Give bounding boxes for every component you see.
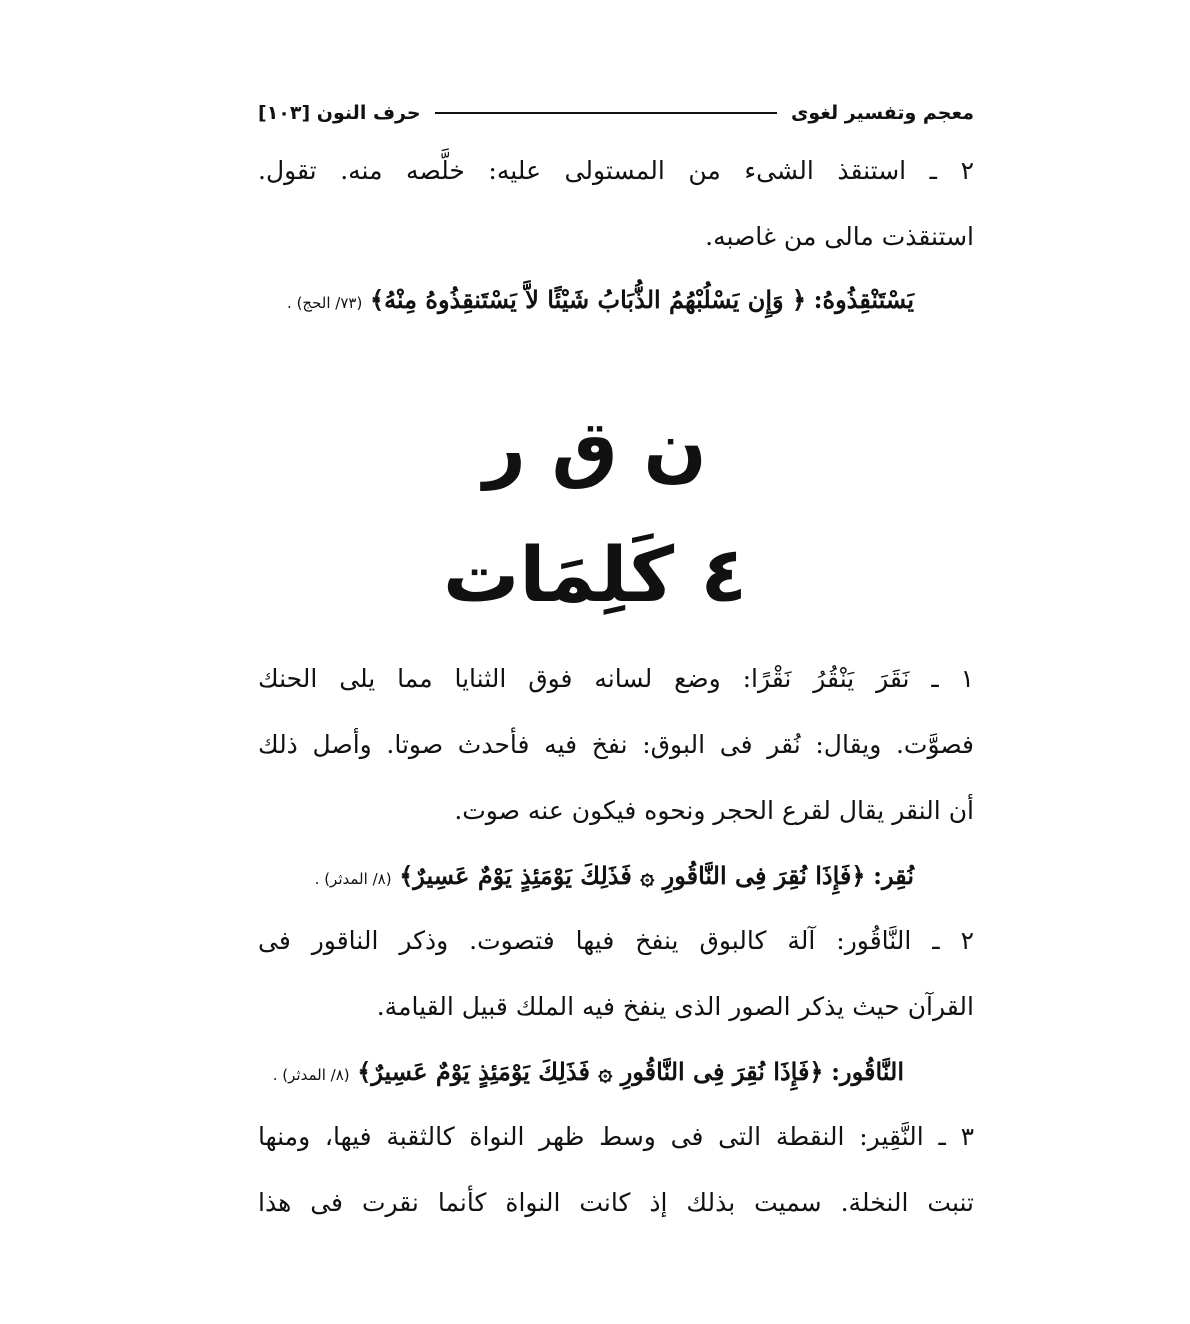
verse-reference: (٨/ المدثر) . <box>272 1066 350 1084</box>
text-line: ٢ ـ النَّاقُور: آلة كالبوق ينفخ فيها فتصوت. وذكر الناقور فى <box>258 926 974 955</box>
root-letters: ن ق ر <box>483 405 707 491</box>
text-line: فصوَّت. ويقال: نُقر فى البوق: نفخ فيه فأحدث صوتا. وأصل ذلك <box>258 730 974 759</box>
page-number: [١٠٣] <box>258 102 311 124</box>
citation-word: يَسْتَنْقِذُوهُ: <box>813 285 914 314</box>
text-line: ٣ ـ النَّقِير: النقطة التى فى وسط ظهر النواة كالثقبة فيها، ومنها <box>258 1122 974 1151</box>
quran-citation <box>258 270 974 330</box>
running-header <box>258 96 974 130</box>
text-line: تنبت النخلة. سميت بذلك إذ كانت النواة كأنما نقرت فى هذا <box>258 1188 974 1217</box>
entries <box>258 646 974 1236</box>
citation-word: النَّاقُور: <box>831 1057 904 1086</box>
verse-text: ﴿فَإِذَا نُقِرَ فِى النَّاقُورِ ۞ فَذَلِكَ يَوْمَئِذٍ يَوْمٌ عَسِيرٌ﴾ <box>357 1057 824 1086</box>
verse-text: ﴿ وَإِن يَسْلُبْهُمُ الذُّبَابُ شَيْئًا لاَّ يَسْتَنقِذُوهُ مِنْهُ﴾ <box>370 285 807 314</box>
text-line: أن النقر يقال لقرع الحجر ونحوه فيكون عنه صوت. <box>454 796 974 825</box>
text-line: ١ ـ نَقَرَ يَنْقُرُ نَقْرًا: وضع لسانه فوق الثنايا مما يلى الحنك <box>258 664 974 693</box>
header-rule <box>435 112 777 114</box>
previous-entry <box>258 138 974 330</box>
quran-citation <box>258 844 974 908</box>
citation-word: نُقِر: <box>873 861 914 890</box>
text-line: ٢ ـ استنقذ الشىء من المستولى عليه: خلَّصه منه. تقول. <box>258 156 974 185</box>
text-line: القرآن حيث يذكر الصور الذى ينفخ فيه الملك قبيل القيامة. <box>376 992 974 1021</box>
text-line: استنقذت مالى من غاصبه. <box>705 222 974 251</box>
quran-citation <box>258 1040 974 1104</box>
verse-reference: (٨/ المدثر) . <box>314 870 392 888</box>
word-count-heading: ٤ كَلِمَات <box>443 530 747 619</box>
section-title: حرف النون <box>316 102 421 124</box>
verse-text: ﴿فَإِذَا نُقِرَ فِى النَّاقُورِ ۞ فَذَلِكَ يَوْمَئِذٍ يَوْمٌ عَسِيرٌ﴾ <box>399 861 866 890</box>
book-title: معجم وتفسير لغوى <box>790 102 974 124</box>
verse-reference: (٧٣/ الحج) . <box>287 294 363 312</box>
